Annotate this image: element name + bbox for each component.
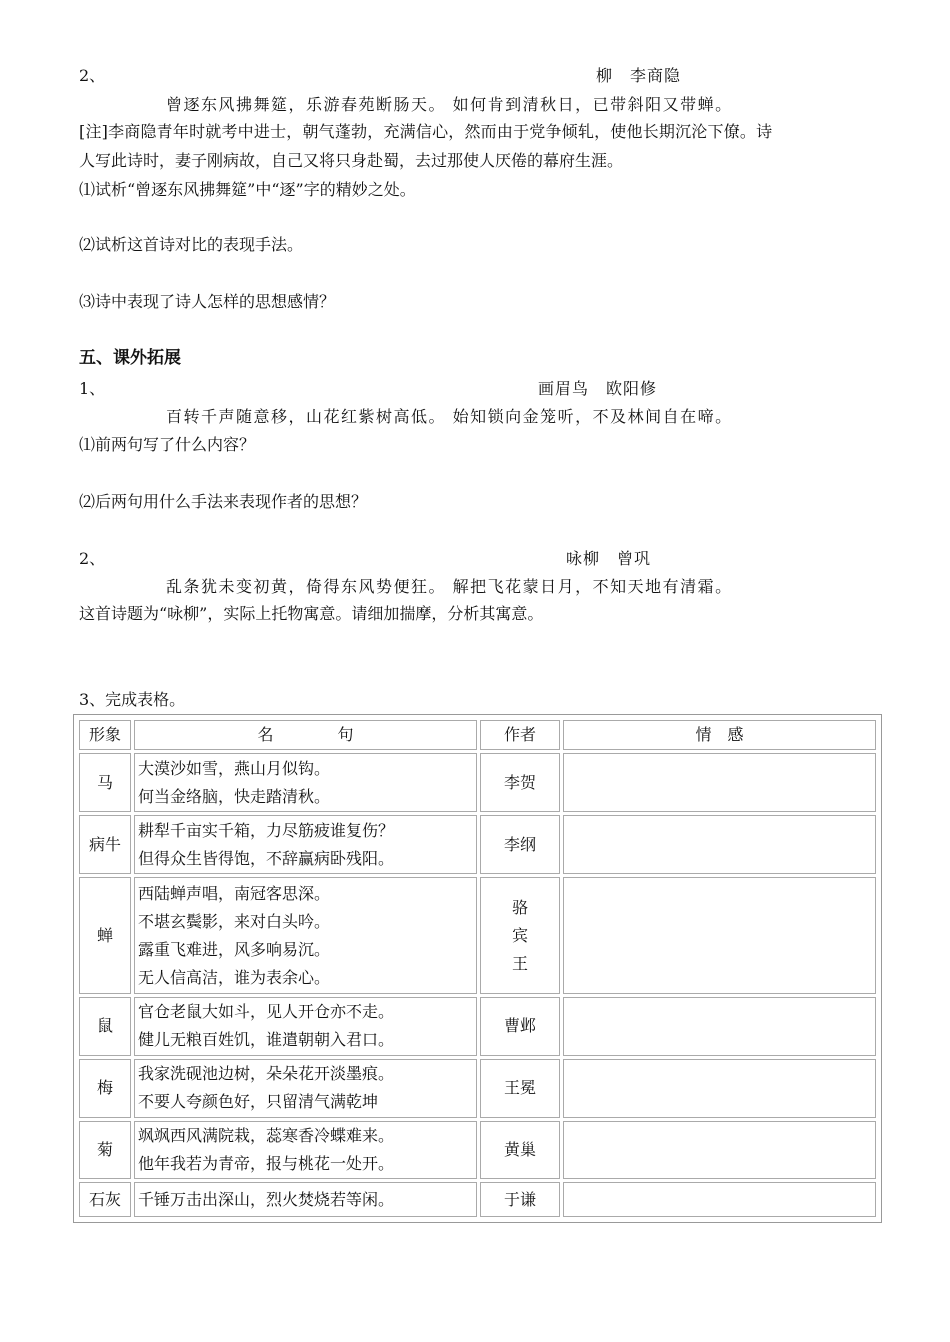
table-label: 3、完成表格。	[79, 690, 186, 709]
table-row	[79, 815, 876, 874]
poem-text: 乱条犹未变初黄，倚得东风势便狂。 解把飞花蒙日月，不知天地有清霜。	[166, 577, 733, 596]
table-row	[79, 1059, 876, 1118]
note-line: 人写此诗时，妻子刚病故，自己又将只身赴蜀，去过那使人厌倦的幕府生涯。	[79, 151, 624, 170]
verse-cell	[134, 997, 477, 1056]
author-char: 宾	[511, 925, 528, 945]
header-image: 形象	[79, 720, 131, 750]
verse-line: 不堪玄鬓影，来对白头吟。	[138, 911, 331, 931]
author-cell: 于谦	[480, 1182, 560, 1217]
poem-title: 咏柳 曾巩	[566, 549, 652, 568]
verse-cell	[134, 1059, 477, 1118]
verse-line: 耕犁千亩实千箱，力尽筋疲谁复伤？	[138, 820, 395, 840]
image-cell: 石灰	[79, 1182, 131, 1217]
author-char: 骆	[511, 897, 528, 917]
verse-line: 健儿无粮百姓饥，谁遣朝朝入君口。	[138, 1030, 395, 1050]
image-cell: 蝉	[79, 877, 131, 994]
image-cell: 梅	[79, 1059, 131, 1118]
verse-cell	[134, 1121, 477, 1180]
header-emotion: 情 感	[563, 720, 876, 750]
table-row	[79, 877, 876, 994]
emotion-cell[interactable]	[563, 815, 876, 874]
emotion-cell[interactable]	[563, 1182, 876, 1217]
emotion-cell[interactable]	[563, 877, 876, 994]
question-number: 1、	[79, 379, 106, 398]
emotion-cell[interactable]	[563, 1059, 876, 1118]
author-char: 王	[511, 953, 528, 973]
image-cell: 马	[79, 753, 131, 812]
sub-question: ⑵试析这首诗对比的表现手法。	[79, 235, 304, 254]
table-header-row	[79, 720, 876, 750]
header-verse: 名 句	[134, 720, 477, 750]
table-row	[79, 1182, 876, 1217]
author-cell	[480, 877, 560, 994]
verse-line: 我家洗砚池边树，朵朵花开淡墨痕。	[138, 1064, 395, 1084]
emotion-cell[interactable]	[563, 997, 876, 1056]
verse-line: 不要人夸颜色好，只留清气满乾坤	[138, 1092, 379, 1112]
emotion-cell[interactable]	[563, 1121, 876, 1180]
verse-cell	[134, 753, 477, 812]
verse-line: 但得众生皆得饱，不辞赢病卧残阳。	[138, 848, 395, 868]
poetry-table	[73, 714, 882, 1223]
header-author: 作者	[480, 720, 560, 750]
verse-line: 何当金络脑，快走踏清秋。	[138, 786, 331, 806]
sub-question: ⑴试析“曾逐东风拂舞筵”中“逐”字的精妙之处。	[79, 180, 416, 199]
image-cell: 病牛	[79, 815, 131, 874]
section-heading: 五、课外拓展	[79, 348, 181, 368]
table-row	[79, 1121, 876, 1180]
verse-line: 大漠沙如雪，燕山月似钩。	[138, 758, 331, 778]
note-line: [注]李商隐青年时就考中进士，朝气蓬勃，充满信心，然而由于党争倾轧，使他长期沉沦下僚。诗	[79, 122, 773, 141]
author-cell: 李贺	[480, 753, 560, 812]
verse-cell	[134, 877, 477, 994]
poem-text: 曾逐东风拂舞筵，乐游春苑断肠天。 如何肯到清秋日，已带斜阳又带蝉。	[166, 95, 733, 114]
poem-title: 画眉鸟 欧阳修	[538, 379, 658, 398]
author-cell: 王冕	[480, 1059, 560, 1118]
sub-question: ⑴前两句写了什么内容？	[79, 435, 256, 454]
table-row	[79, 997, 876, 1056]
verse-line: 飒飒西风满院栽，蕊寒香冷蝶难来。	[138, 1126, 395, 1145]
question-number: 2、	[79, 549, 106, 568]
emotion-cell[interactable]	[563, 753, 876, 812]
author-cell: 李纲	[480, 815, 560, 874]
question-number: 2、	[79, 66, 106, 85]
verse-line: 官仓老鼠大如斗，见人开仓亦不走。	[138, 1002, 395, 1022]
poem-title: 柳 李商隐	[596, 66, 682, 85]
image-cell: 菊	[79, 1121, 131, 1180]
verse-cell	[134, 815, 477, 874]
verse-line: 西陆蝉声唱，南冠客思深。	[138, 883, 331, 903]
verse-cell	[134, 1182, 477, 1217]
sub-question: 这首诗题为“咏柳”，实际上托物寓意。请细加揣摩，分析其寓意。	[79, 604, 544, 623]
poem-text: 百转千声随意移，山花红紫树高低。 始知锁向金笼听，不及林间自在啼。	[166, 407, 733, 426]
author-cell: 曹邺	[480, 997, 560, 1056]
verse-line: 千锤万击出深山，烈火焚烧若等闲。	[138, 1189, 395, 1209]
verse-line: 无人信高洁，谁为表余心。	[138, 967, 331, 987]
image-cell: 鼠	[79, 997, 131, 1056]
verse-line: 露重飞难进，风多响易沉。	[138, 939, 331, 959]
sub-question: ⑶诗中表现了诗人怎样的思想感情？	[79, 292, 336, 311]
sub-question: ⑵后两句用什么手法来表现作者的思想？	[79, 492, 368, 511]
verse-line: 他年我若为青帝，报与桃花一处开。	[138, 1154, 395, 1173]
author-cell: 黄巢	[480, 1121, 560, 1180]
table-row	[79, 753, 876, 812]
